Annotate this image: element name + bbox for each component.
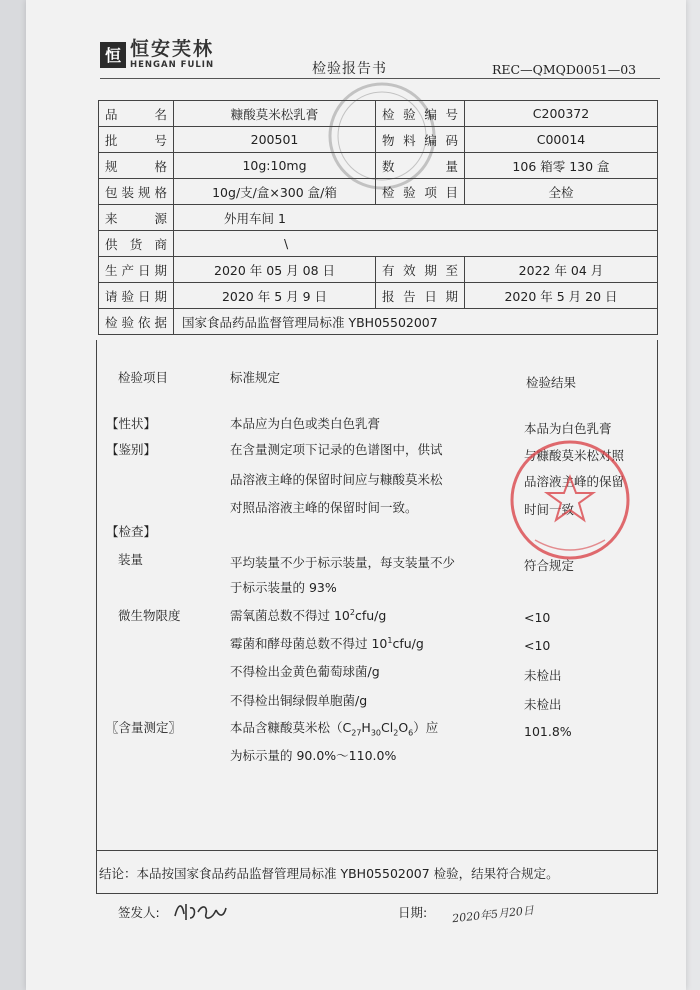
product-label: 品名 — [99, 101, 174, 127]
character-result: 本品为白色乳膏 — [524, 421, 612, 436]
prod-date-label: 生产日期 — [99, 257, 174, 283]
logo-mark-icon: 恒 — [100, 42, 126, 68]
micro-result-1: <10 — [524, 610, 551, 625]
header-divider — [100, 78, 660, 79]
micro-result-4: 未检出 — [524, 697, 562, 712]
character-label: 【性状】 — [106, 416, 157, 431]
item-label: 检验项目 — [376, 179, 465, 205]
table-row — [99, 101, 658, 127]
micro-standard-2: 霉菌和酵母菌总数不得过 $10^1cfu/g$ — [230, 635, 424, 651]
fill-result: 符合规定 — [524, 558, 575, 573]
conclusion-text: 结论：本品按国家食品药品监督管理局标准 YBH05502007 检验，结果符合规定。 — [99, 866, 559, 881]
micro-result-3: 未检出 — [524, 668, 562, 683]
report-date-value: 2020 年 5 月 20 日 — [465, 283, 658, 309]
spec-label: 规格 — [99, 153, 174, 179]
spec-value: 10g:10mg — [174, 153, 376, 179]
identify-standard-line1: 在含量测定项下记录的色谱图中，供试 — [230, 442, 443, 457]
request-date-value: 2020 年 5 月 9 日 — [174, 283, 376, 309]
table-row — [99, 179, 658, 205]
document-title: 检验报告书 — [312, 61, 387, 77]
fill-standard-line1: 平均装量不少于标示装量，每支装量不少 — [230, 555, 456, 570]
basis-label: 检验依据 — [99, 309, 174, 335]
table-row — [99, 127, 658, 153]
request-date-label: 请验日期 — [99, 283, 174, 309]
assay-result: 101.8% — [524, 724, 572, 739]
logo-cn-text: 恒安芙林 — [130, 38, 215, 60]
inspect-no-value: C200372 — [465, 101, 658, 127]
assay-label: 〖含量测定〗 — [106, 720, 182, 735]
document-code: REC—QMQD0051—03 — [492, 62, 637, 77]
table-row — [99, 153, 658, 179]
item-value: 全检 — [465, 179, 658, 205]
assay-standard-line1: 本品含糠酸莫米松$(C_{27}H_{30}Cl_2O_6)$应 — [230, 720, 439, 738]
basis-value: 国家食品药品监督管理局标准 YBH05502007 — [174, 309, 658, 335]
table-row — [99, 309, 658, 335]
col-item-header: 检验项目 — [118, 370, 169, 385]
product-value: 糠酸莫米松乳膏 — [174, 101, 376, 127]
micro-label: 微生物限度 — [118, 608, 181, 623]
issuer-signature-icon — [172, 898, 228, 924]
micro-standard-4: 不得检出铜绿假单胞菌/g — [230, 693, 368, 708]
batch-value: 200501 — [174, 127, 376, 153]
fill-label: 装量 — [118, 552, 144, 567]
pack-label: 包装规格 — [99, 179, 174, 205]
identify-standard-line2: 品溶液主峰的保留时间应与糠酸莫米松 — [230, 472, 443, 487]
table-row — [99, 283, 658, 309]
handwritten-date: 2020年5月20日 — [451, 903, 535, 926]
inspect-no-label: 检验编号 — [376, 101, 465, 127]
identify-label: 【鉴别】 — [106, 442, 157, 457]
qty-label: 数量 — [376, 153, 465, 179]
info-table — [98, 100, 658, 335]
identify-result-line3: 时间一致 — [524, 502, 575, 517]
micro-result-2: <10 — [524, 638, 551, 653]
logo-en-text: HENGAN FULIN — [130, 60, 215, 70]
assay-standard-line2: 为标示量的 90.0%～110.0% — [230, 748, 397, 763]
table-row — [99, 257, 658, 283]
material-code-value: C00014 — [465, 127, 658, 153]
table-row — [99, 231, 658, 257]
identify-standard-line3: 对照品溶液主峰的保留时间一致。 — [230, 500, 418, 515]
col-result-header: 检验结果 — [526, 375, 577, 390]
source-value: 外用车间 1 — [174, 205, 658, 231]
report-date-label: 报告日期 — [376, 283, 465, 309]
material-code-label: 物料编码 — [376, 127, 465, 153]
expiry-label: 有效期至 — [376, 257, 465, 283]
check-label: 【检查】 — [106, 524, 157, 539]
scanner-margin — [0, 0, 26, 990]
date-label: 日期: — [398, 905, 428, 920]
table-row — [99, 205, 658, 231]
micro-standard-3: 不得检出金黄色葡萄球菌/g — [230, 664, 380, 679]
batch-label: 批号 — [99, 127, 174, 153]
prod-date-value: 2020 年 05 月 08 日 — [174, 257, 376, 283]
qty-value: 106 箱零 130 盒 — [465, 153, 658, 179]
expiry-value: 2022 年 04 月 — [465, 257, 658, 283]
issuer-label: 签发人: — [118, 905, 160, 920]
fill-standard-line2: 于标示装量的 93% — [230, 580, 337, 595]
identify-result-line2: 品溶液主峰的保留 — [524, 474, 625, 489]
pack-value: 10g/支/盒×300 盒/箱 — [174, 179, 376, 205]
conclusion-box — [96, 850, 658, 894]
col-standard-header: 标准规定 — [230, 370, 281, 385]
micro-standard-1: 需氧菌总数不得过 $10^2cfu/g$ — [230, 607, 387, 623]
source-label: 来源 — [99, 205, 174, 231]
supplier-value: \ — [174, 231, 658, 257]
supplier-label: 供货商 — [99, 231, 174, 257]
company-logo — [100, 40, 214, 70]
identify-result-line1: 与糠酸莫米松对照 — [524, 448, 625, 463]
character-standard: 本品应为白色或类白色乳膏 — [230, 416, 381, 431]
